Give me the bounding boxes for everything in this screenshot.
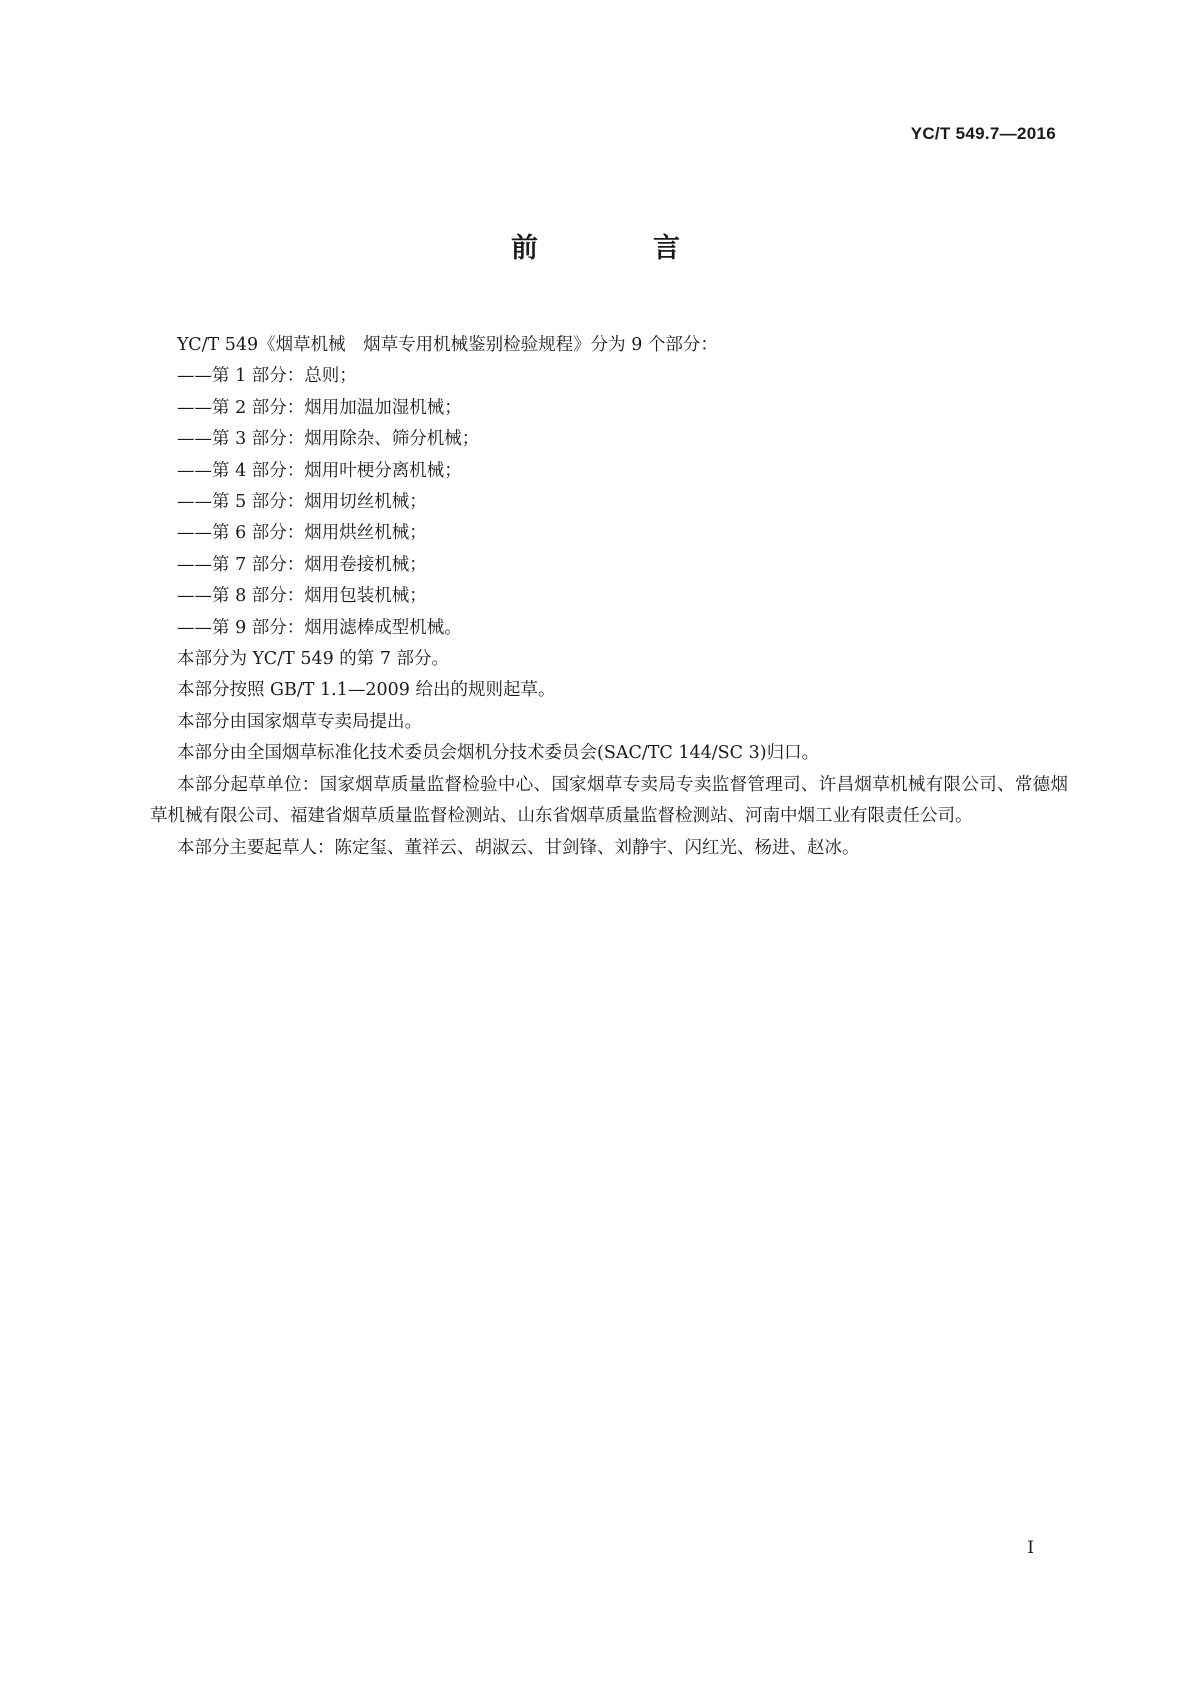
foreword-body [150,330,1068,864]
drafting-units-paragraph: 本部分起草单位：国家烟草质量监督检验中心、国家烟草专卖局专卖监督管理司、许昌烟草机械有限公司、常德烟草机械有限公司、福建省烟草质量监督检测站、山东省烟草质量监督检测站、河南中烟工业有限责任公司。 [150,774,1068,827]
intro-paragraph: YC/T 549《烟草机械 烟草专用机械鉴别检验规程》分为 9 个部分： [177,335,718,355]
standard-code: YC/T 549.7—2016 [910,124,1056,143]
list-item: ——第 4 部分：烟用叶梗分离机械； [177,460,462,481]
page-number: I [1027,1538,1034,1558]
centralized-by-paragraph: 本部分由全国烟草标准化技术委员会烟机分技术委员会(SAC/TC 144/SC 3)归口。 [177,743,820,764]
list-item: ——第 3 部分：烟用除杂、筛分机械； [177,429,480,450]
this-part-paragraph: 本部分为 YC/T 549 的第 7 部分。 [177,649,450,670]
proposed-by-paragraph: 本部分由国家烟草专卖局提出。 [177,711,422,732]
page-title: 前 言 [511,233,724,264]
list-item: ——第 9 部分：烟用滤棒成型机械。 [177,617,462,638]
list-item: ——第 8 部分：烟用包装机械； [177,586,427,607]
drafting-rules-paragraph: 本部分按照 GB/T 1.1—2009 给出的规则起草。 [177,680,556,701]
list-item: ——第 7 部分：烟用卷接机械； [177,554,427,575]
list-item: ——第 1 部分：总则； [177,366,357,387]
list-item: ——第 2 部分：烟用加温加湿机械； [177,397,462,418]
list-item: ——第 5 部分：烟用切丝机械； [177,492,427,513]
list-item: ——第 6 部分：烟用烘丝机械； [177,523,427,544]
drafters-paragraph: 本部分主要起草人：陈定玺、董祥云、胡淑云、甘剑锋、刘静宇、闪红光、杨进、赵冰。 [177,837,860,858]
